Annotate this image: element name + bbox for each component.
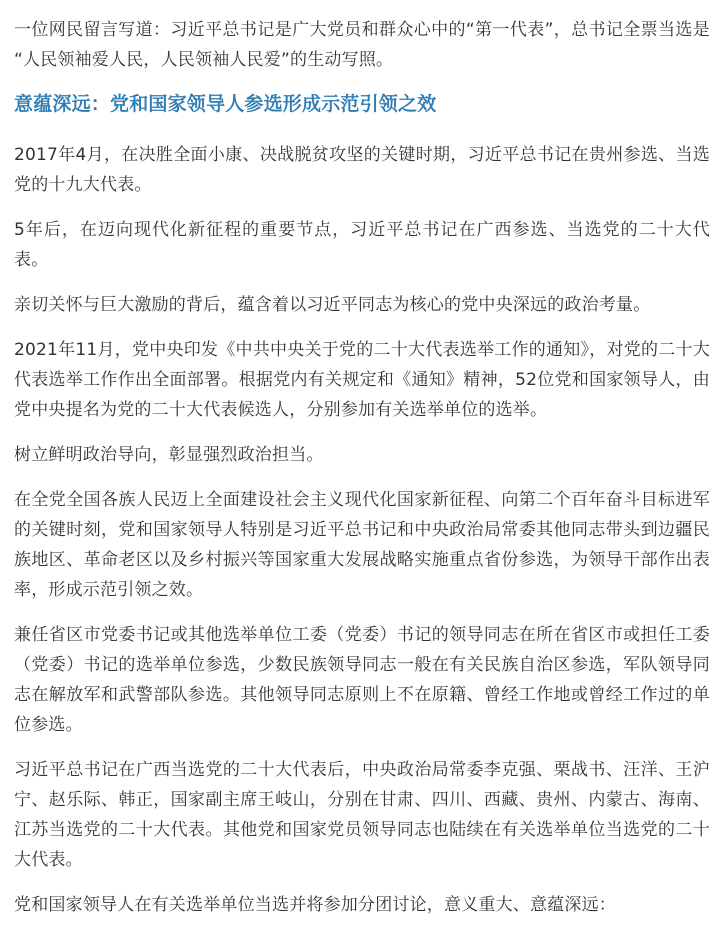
article-paragraph: 在全党全国各族人民迈上全面建设社会主义现代化国家新征程、向第二个百年奋斗目标进军的关键时刻，党和国家领导人特别是习近平总书记和中央政治局常委其他同志带头到边疆民族地区、革命老区以及乡村振兴等国家重大发展战略实施重点省份参选，为领导干部作出表率，形成示范引领之效。 <box>14 490 710 600</box>
article-paragraph: 习近平总书记在广西当选党的二十大代表后，中央政治局常委李克强、栗战书、汪洋、王沪宁、赵乐际、韩正，国家副主席王岐山，分别在甘肃、四川、西藏、贵州、内蒙古、海南、江苏当选党的二十大代表。其他党和国家党员领导同志也陆续在有关选举单位当选党的二十大代表。 <box>14 760 710 870</box>
article-paragraph: 树立鲜明政治导向，彰显强烈政治担当。 <box>14 445 324 465</box>
article-paragraph: 党和国家领导人在有关选举单位当选并将参加分团讨论，意义重大、意蕴深远： <box>14 895 616 915</box>
article-paragraph: 亲切关怀与巨大激励的背后，蕴含着以习近平同志为核心的党中央深远的政治考量。 <box>14 295 651 315</box>
article-paragraph: 5年后，在迈向现代化新征程的重要节点，习近平总书记在广西参选、当选党的二十大代表。 <box>14 220 710 270</box>
article-paragraph: 2017年4月，在决胜全面小康、决战脱贫攻坚的关键时期，习近平总书记在贵州参选、当选党的十九大代表。 <box>14 145 710 195</box>
section-heading: 意蕴深远：党和国家领导人参选形成示范引领之效 <box>14 93 437 115</box>
article-paragraph: 一位网民留言写道：习近平总书记是广大党员和群众心中的“第一代表”，总书记全票当选是“人民领袖爱人民，人民领袖人民爱”的生动写照。 <box>14 20 710 70</box>
article-paragraph: 兼任省区市党委书记或其他选举单位工委（党委）书记的领导同志在所在省区市或担任工委（党委）书记的选举单位参选，少数民族领导同志一般在有关民族自治区参选，军队领导同志在解放军和武警部队参选。其他领导同志原则上不在原籍、曾经工作地或曾经工作过的单位参选。 <box>14 625 710 735</box>
article-paragraph: 2021年11月，党中央印发《中共中央关于党的二十大代表选举工作的通知》，对党的二十大代表选举工作作出全面部署。根据党内有关规定和《通知》精神，52位党和国家领导人，由党中央提名为党的二十大代表候选人，分别参加有关选举单位的选举。 <box>14 340 710 420</box>
